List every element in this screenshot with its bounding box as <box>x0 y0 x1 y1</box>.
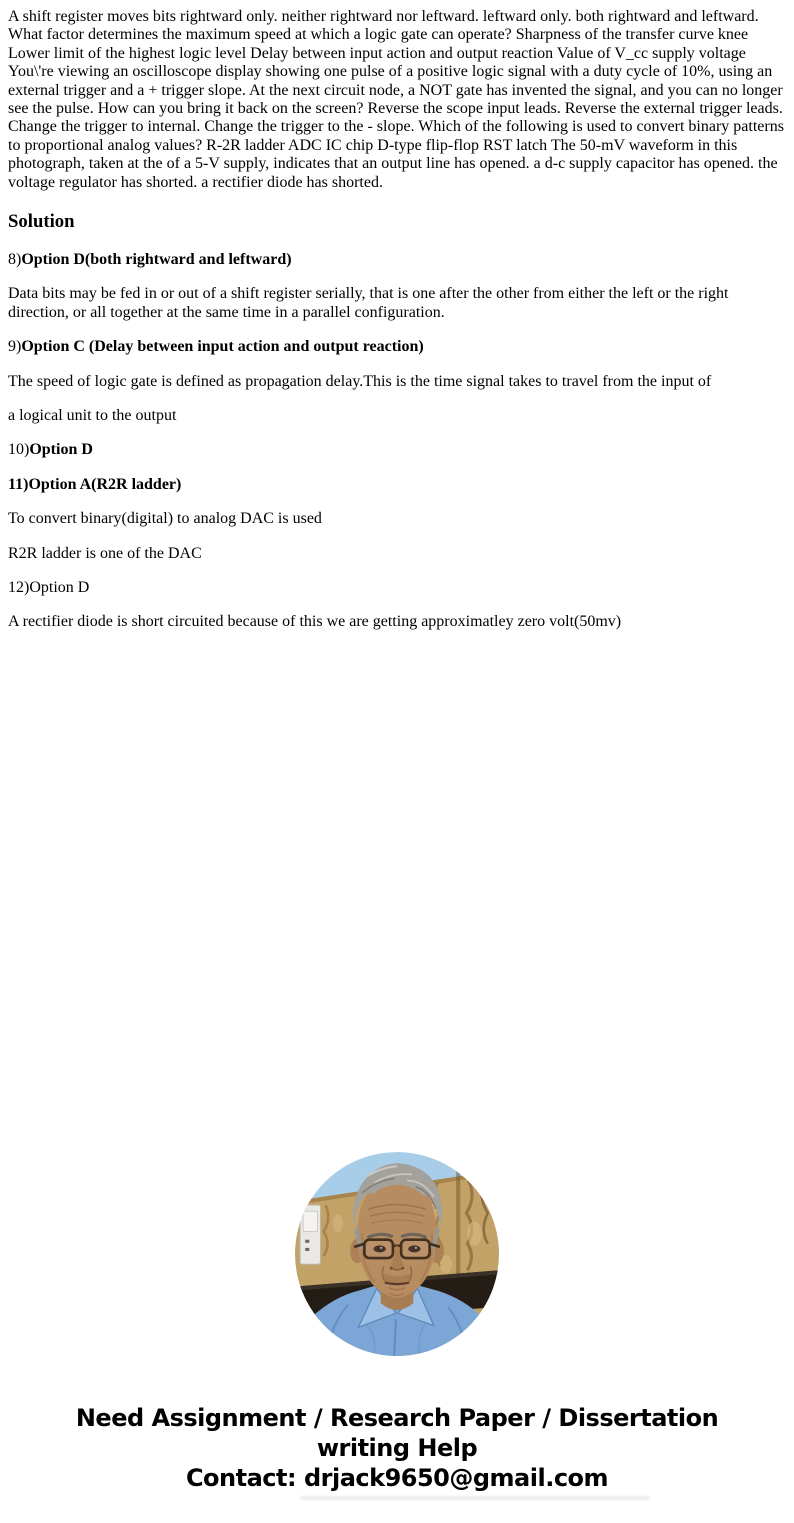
answer-12: 12)Option D <box>8 579 90 597</box>
answer-8-explanation: Data bits may be fed in or out of a shift register serially, that is one after the other from either the left or the right direction, or all together at the same time in a parallel configuration. <box>8 285 729 321</box>
answer-8-option: Option D(both rightward and leftward) <box>21 251 292 268</box>
solution-heading: Solution <box>8 210 75 232</box>
answer-9-option: Option C (Delay between input action and output reaction) <box>21 338 424 356</box>
profile-photo-illustration <box>295 1152 499 1356</box>
answer-8-number: 8) <box>8 251 22 268</box>
question-paragraph: A shift register moves bits rightward only. neither rightward nor leftward. leftward only. both rightward and leftward. What factor determines the maximum speed at which a logic gate can operate? Sharpness of the transfer curve knee Lower limit of the highest logic level Delay between input action and output reaction Value of V_cc supply voltage You\'re viewing an oscilloscope display showing one pulse of a positive logic signal with a duty cycle of 10%, using an external trigger and a + trigger slope. At the next circuit node, a NOT gate has invented the signal, and you can no longer see the pulse. How can you bring it back on the screen? Reverse the scope input leads. Reverse the external trigger leads. Change the trigger to internal. Change the trigger to the - slope. Which of the following is used to convert binary patterns to proportional analog values? R-2R ladder ADC IC chip D-type flip-flop RST latch The 50-mV waveform in this photograph, taken at the of a 5-V supply, indicates that an output line has opened. a d-c supply capacitor has opened. the voltage regulator has shorted. a rectifier diode has shorted. <box>8 8 784 191</box>
answer-11 <box>8 476 786 494</box>
watermark-smudge <box>300 1496 650 1500</box>
answer-11-option: 11)Option A(R2R ladder) <box>8 475 182 493</box>
contact-banner-line-2: writing Help <box>316 1434 478 1462</box>
solution-document <box>0 0 794 632</box>
contact-banner <box>0 1403 794 1493</box>
answer-10 <box>8 441 786 459</box>
answer-11-explanation-line-1: To convert binary(digital) to analog DAC is used <box>8 510 322 528</box>
answer-10-number: 10) <box>8 441 30 459</box>
contact-banner-line-1: Need Assignment / Research Paper / Dissertation <box>75 1404 719 1432</box>
profile-photo <box>295 1152 499 1356</box>
answer-10-option: Option D <box>29 441 93 459</box>
answer-9-number: 9) <box>8 338 22 356</box>
answer-9 <box>8 338 786 356</box>
contact-email: Contact: drjack9650@gmail.com <box>185 1464 609 1492</box>
answer-9-explanation-line-1: The speed of logic gate is defined as propagation delay.This is the time signal takes to travel from the input of <box>8 372 712 390</box>
answer-12-explanation: A rectifier diode is short circuited because of this we are getting approximatley zero volt(50mv) <box>8 613 622 631</box>
answer-9-explanation-line-2: a logical unit to the output <box>8 407 177 425</box>
answer-11-explanation-line-2: R2R ladder is one of the DAC <box>8 544 202 562</box>
answer-8 <box>8 251 786 269</box>
